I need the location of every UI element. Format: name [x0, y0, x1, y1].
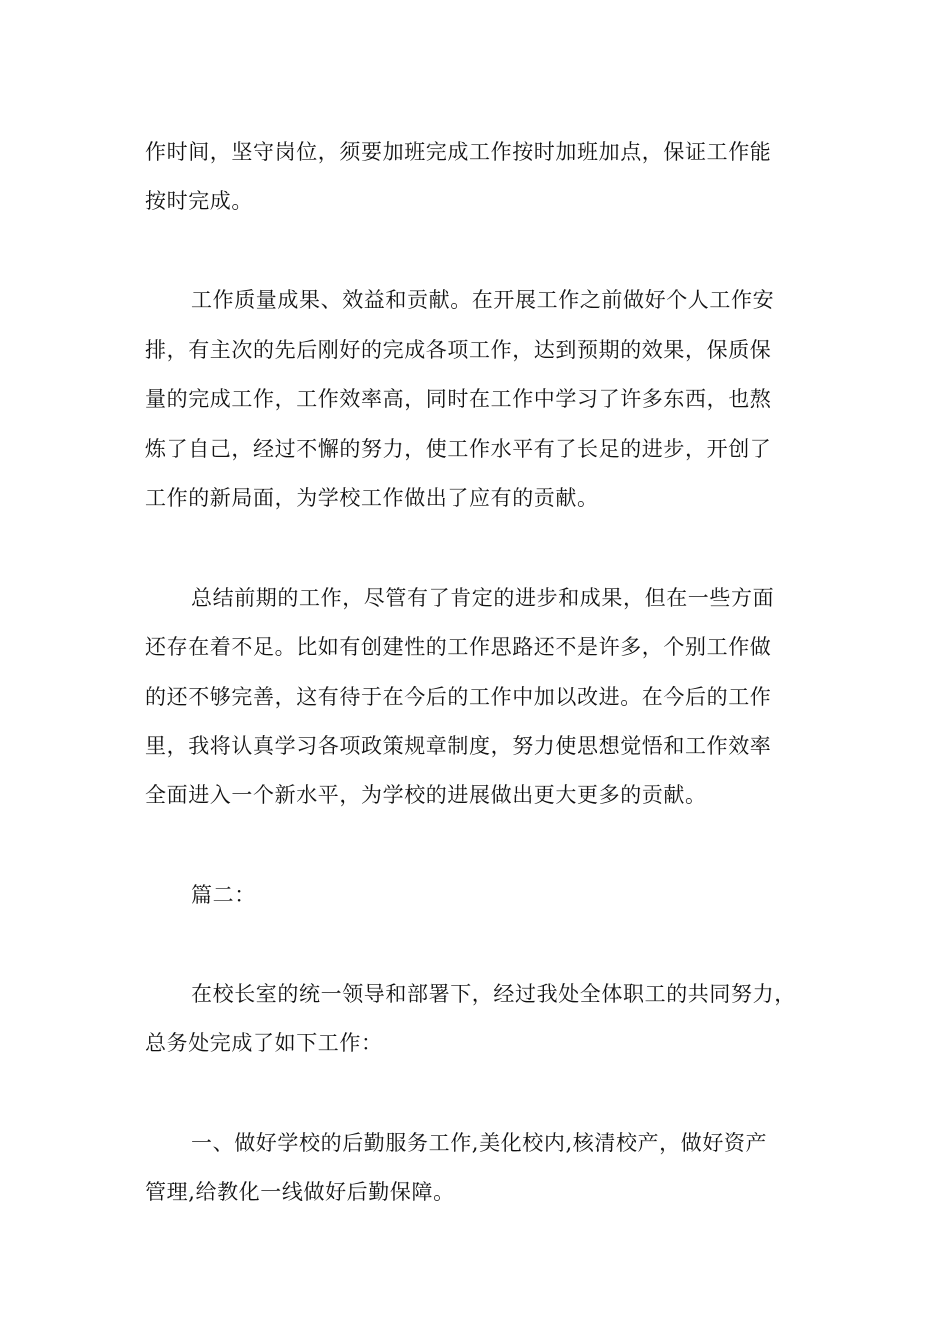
- section-heading: 篇二：: [191, 883, 256, 907]
- paragraph-2-line-3: 量的完成工作，工作效率高，同时在工作中学习了许多东西，也熬: [145, 387, 772, 411]
- paragraph-3-line-3: 的还不够完善，这有待于在今后的工作中加以改进。在今后的工作: [145, 685, 772, 709]
- paragraph-3-line-4: 里，我将认真学习各项政策规章制度，努力使思想觉悟和工作效率: [145, 734, 772, 758]
- paragraph-3-line-5: 全面进入一个新水平，为学校的进展做出更大更多的贡献。: [145, 783, 707, 807]
- paragraph-4-line-2: 总务处完成了如下工作：: [145, 1031, 383, 1055]
- paragraph-2-line-1: 工作质量成果、效益和贡献。在开展工作之前做好个人工作安: [191, 288, 775, 312]
- paragraph-1-line-1: 作时间，坚守岗位，须要加班完成工作按时加班加点，保证工作能: [145, 140, 772, 164]
- paragraph-2-line-2: 排，有主次的先后刚好的完成各项工作，达到预期的效果，保质保: [145, 338, 772, 362]
- paragraph-1-line-2: 按时完成。: [145, 189, 253, 213]
- paragraph-2-line-5: 工作的新局面，为学校工作做出了应有的贡献。: [145, 486, 599, 510]
- paragraph-3-line-1: 总结前期的工作，尽管有了肯定的进步和成果，但在一些方面: [191, 586, 775, 610]
- paragraph-3-line-2: 还存在着不足。比如有创建性的工作思路还不是许多，个别工作做: [145, 635, 772, 659]
- paragraph-5-line-1: 一、做好学校的后勤服务工作,美化校内,核清校产，做好资产: [191, 1131, 768, 1155]
- paragraph-5-line-2: 管理,给教化一线做好后勤保障。: [145, 1180, 455, 1204]
- paragraph-2-line-4: 炼了自己，经过不懈的努力，使工作水平有了长足的进步，开创了: [145, 437, 772, 461]
- paragraph-4-line-1: 在校长室的统一领导和部署下，经过我处全体职工的共同努力，: [191, 982, 796, 1006]
